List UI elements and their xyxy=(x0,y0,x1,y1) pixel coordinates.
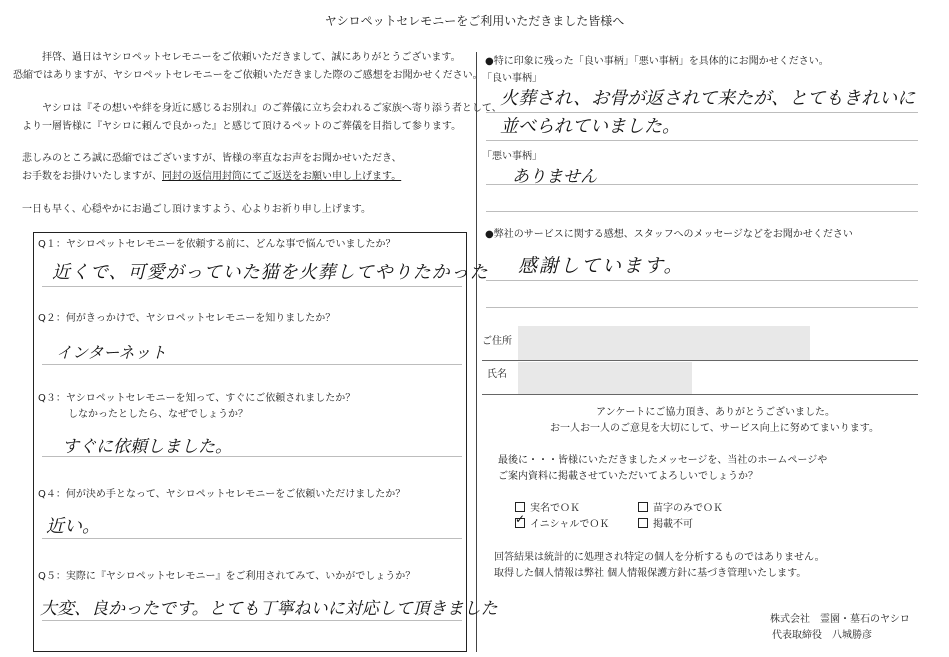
q3-answer: すぐに依頼しました。 xyxy=(62,437,232,457)
option-label: 苗字のみでＯＫ xyxy=(653,503,723,514)
q1-label: Q１：ヤシロペットセレモニーを依頼する前に、どんな事で悩んでいましたか？ xyxy=(38,239,396,250)
q5-label: Q５：実際に『ヤシロペットセレモニー』をご利用されてみて、いかがでしょうか？ xyxy=(38,571,416,582)
q4-label: Q４：何が決め手となって、ヤシロペットセレモニーをご依頼いただけましたか？ xyxy=(38,489,406,500)
checkbox[interactable] xyxy=(638,518,648,528)
answer-rule xyxy=(486,280,918,281)
checkbox-checked[interactable] xyxy=(515,512,526,528)
intro-line xyxy=(22,170,401,184)
name-rule xyxy=(482,394,918,395)
option-no-publish[interactable] xyxy=(638,518,693,532)
checkbox[interactable] xyxy=(515,502,525,512)
intro-line: 悲しみのところ誠に恐縮ではございますが、皆様の率直なお声をお聞かせいただき、 xyxy=(22,153,402,164)
q3-label: Q３：ヤシロペットセレモニーを知って、すぐにご依頼されましたか？ xyxy=(38,393,356,404)
good-label: 「良い事柄」 xyxy=(482,73,542,84)
checkbox[interactable] xyxy=(638,502,648,512)
thanks-line: お一人お一人のご意見を大切にして、サービス向上に努めてまいります。 xyxy=(550,423,879,434)
answer-rule xyxy=(42,286,462,287)
intro-line: 拝啓、過日はヤシロペットセレモニーをご依頼いただきまして、誠にありがとうございます。 xyxy=(42,52,461,63)
page-title: ヤシロペットセレモニーをご利用いただきました皆様へ xyxy=(324,14,625,28)
answer-rule xyxy=(486,184,918,185)
answer-rule xyxy=(42,620,462,621)
q2-answer: インターネット xyxy=(56,343,167,362)
impression-header: ●特に印象に残った「良い事柄」「悪い事柄」を具体的にお聞かせください。 xyxy=(485,56,829,67)
option-initials[interactable] xyxy=(515,512,610,532)
address-label: ご住所 xyxy=(482,336,512,347)
check-mark-icon: ✓ xyxy=(515,512,526,526)
ceo-name: 代表取締役 八城勝彦 xyxy=(772,630,872,641)
intro-line: より一層皆様に『ヤシロに頼んで良かった』と感じて頂けるペットのご葬儀を目指して参ります。 xyxy=(22,121,462,132)
address-redacted xyxy=(518,326,810,360)
q3-label-sub: しなかったとしたら、なぜでしょうか？ xyxy=(68,409,248,420)
intro-line: 恐縮ではありますが、ヤシロペットセレモニーをご依頼いただきました際のご感想をお聞かせください。 xyxy=(13,70,483,81)
q2-label: Q２：何がきっかけで、ヤシロペットセレモニーを知りましたか？ xyxy=(38,313,336,324)
return-envelope-note: 同封の返信用封筒にてご返送をお願い申し上げます。 xyxy=(162,171,402,182)
publish-question: ご案内資料に掲載させていただいてよろしいでしょうか？ xyxy=(498,471,758,482)
bad-label: 「悪い事柄」 xyxy=(482,151,542,162)
feedback-header: ●弊社のサービスに関する感想、スタッフへのメッセージなどをお聞かせください xyxy=(485,229,853,240)
q1-answer: 近くで、可愛がっていた猫を火葬してやりたかった xyxy=(52,262,489,283)
thanks-line: アンケートにご協力頂き、ありがとうございました。 xyxy=(596,407,835,418)
privacy-note: 取得した個人情報は弊社 個人情報保護方針に基づき管理いたします。 xyxy=(494,568,807,579)
q5-answer: 大変、良かったです。とても丁寧ねいに対応して頂きました xyxy=(40,599,498,619)
intro-line: ヤシロは『その想いや絆を身近に感じるお別れ』のご葬儀に立ち会われるご家族へ寄り添う者として、 xyxy=(42,103,502,114)
intro-line: 一日も早く、心穏やかにお過ごし頂けますよう、心よりお祈り申し上げます。 xyxy=(22,204,371,215)
answer-rule xyxy=(42,456,462,457)
bad-answer: ありません xyxy=(512,167,597,187)
good-answer: 火葬され、お骨が返されて来たが、とてもきれいに xyxy=(500,88,916,109)
column-divider xyxy=(476,52,477,652)
option-surname-only[interactable] xyxy=(638,502,723,516)
name-label: 氏名 xyxy=(487,369,507,380)
q4-answer: 近い。 xyxy=(46,516,100,537)
answer-rule xyxy=(42,364,462,365)
publish-question: 最後に・・・皆様にいただきましたメッセージを、当社のホームページや xyxy=(498,455,828,466)
good-answer-line2: 並べられていました。 xyxy=(500,116,680,137)
answer-rule xyxy=(42,538,462,539)
address-rule xyxy=(482,360,918,361)
answer-rule xyxy=(486,211,918,212)
intro-text: お手数をお掛けいたしますが、 xyxy=(22,171,162,182)
feedback-answer: 感謝しています。 xyxy=(518,255,685,277)
option-label: 実名でＯＫ xyxy=(530,503,580,514)
name-redacted xyxy=(518,362,692,394)
option-label: 掲載不可 xyxy=(653,519,693,530)
answer-rule xyxy=(486,307,918,308)
privacy-note: 回答結果は統計的に処理され特定の個人を分析するものではありません。 xyxy=(494,552,825,563)
company-name: 株式会社 霊園・墓石のヤシロ xyxy=(770,614,910,625)
option-label: イニシャルでＯＫ xyxy=(530,519,610,530)
answer-rule xyxy=(486,140,918,141)
